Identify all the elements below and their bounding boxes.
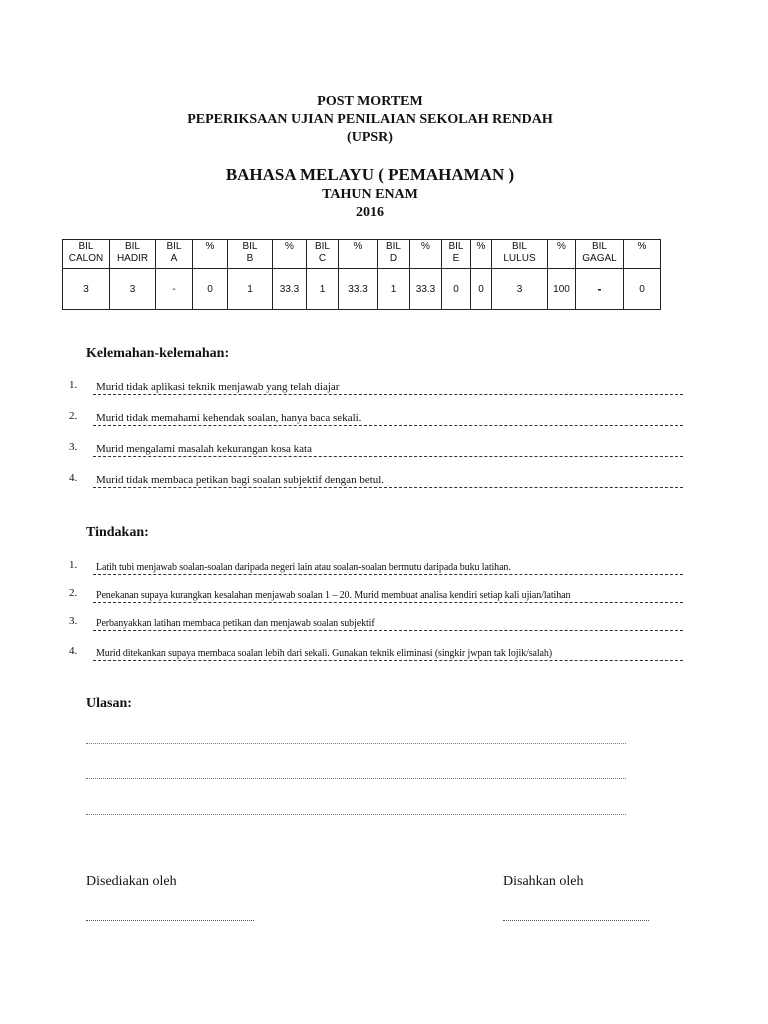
header-cell: % [410, 240, 442, 269]
value-cell: 1 [307, 269, 339, 310]
review-line [86, 814, 626, 815]
title-line-3: (UPSR) [347, 130, 393, 145]
header-cell: BIL B [228, 240, 273, 269]
value-cell: 0 [624, 269, 661, 310]
weakness-item: Murid tidak membaca petikan bagi soalan subjektif dengan betul. [93, 474, 683, 488]
header-cell: % [548, 240, 576, 269]
weakness-item: Murid tidak aplikasi teknik menjawab yang telah diajar [93, 381, 683, 395]
header-cell: BIL GAGAL [576, 240, 624, 269]
value-cell: 1 [378, 269, 410, 310]
action-item: Murid ditekankan supaya membaca soalan lebih dari sekali. Gunakan teknik eliminasi (singkir jwpan tak lojik/salah) [93, 647, 683, 661]
value-cell: 33.3 [339, 269, 378, 310]
weakness-item: Murid tidak memahami kehendak soalan, hanya baca sekali. [93, 412, 683, 426]
prepared-by-label: Disediakan oleh [86, 874, 177, 889]
value-cell: - [156, 269, 193, 310]
value-cell: 0 [471, 269, 492, 310]
review-title: Ulasan: [86, 696, 132, 711]
subject-title: BAHASA MELAYU ( PEMAHAMAN ) [225, 165, 515, 184]
header-cell: BIL A [156, 240, 193, 269]
header-cell: BIL C [307, 240, 339, 269]
value-cell: 3 [492, 269, 548, 310]
value-cell: 33.3 [410, 269, 442, 310]
header-cell: % [624, 240, 661, 269]
title-line-1: POST MORTEM [317, 94, 423, 109]
table-row [63, 269, 661, 310]
list-number: 2. [69, 410, 78, 422]
list-number: 1. [69, 379, 78, 391]
list-number: 4. [69, 472, 78, 484]
header-cell: % [273, 240, 307, 269]
review-line [86, 778, 626, 779]
header-cell: BIL D [378, 240, 410, 269]
list-number: 2. [69, 587, 78, 599]
header-cell: % [193, 240, 228, 269]
prepared-by-signature-line [86, 920, 254, 921]
header-cell: % [339, 240, 378, 269]
value-cell: 1 [228, 269, 273, 310]
action-item: Latih tubi menjawab soalan-soalan daripada negeri lain atau soalan-soalan bermutu daripada buku latihan. [93, 561, 683, 575]
action-item: Penekanan supaya kurangkan kesalahan menjawab soalan 1 – 20. Murid membuat analisa kendiri setiap kali ujian/latihan [93, 589, 683, 603]
header-cell: BIL LULUS [492, 240, 548, 269]
approved-by-label: Disahkan oleh [503, 874, 584, 889]
value-cell: 3 [63, 269, 110, 310]
action-item: Perbanyakkan latihan membaca petikan dan menjawab soalan subjektif [93, 617, 683, 631]
weaknesses-title: Kelemahan-kelemahan: [86, 346, 230, 361]
list-number: 1. [69, 559, 78, 571]
header-cell: BIL E [442, 240, 471, 269]
list-number: 3. [69, 615, 78, 627]
list-number: 4. [69, 645, 78, 657]
table-header-row [63, 240, 661, 269]
approved-by-signature-line [503, 920, 649, 921]
value-cell: 0 [442, 269, 471, 310]
value-cell: 3 [110, 269, 156, 310]
header-cell: % [471, 240, 492, 269]
header-cell: BIL CALON [63, 240, 110, 269]
actions-title: Tindakan: [86, 525, 149, 540]
exam-year: 2016 [356, 205, 384, 220]
review-line [86, 743, 626, 744]
value-cell: 100 [548, 269, 576, 310]
title-line-2: PEPERIKSAAN UJIAN PENILAIAN SEKOLAH RENDAH [187, 112, 553, 127]
header-cell: BIL HADIR [110, 240, 156, 269]
value-cell: 33.3 [273, 269, 307, 310]
value-cell: 0 [193, 269, 228, 310]
weakness-item: Murid mengalami masalah kekurangan kosa kata [93, 443, 683, 457]
year-level: TAHUN ENAM [322, 187, 418, 202]
value-cell: - [576, 269, 624, 310]
results-table [62, 239, 661, 310]
list-number: 3. [69, 441, 78, 453]
